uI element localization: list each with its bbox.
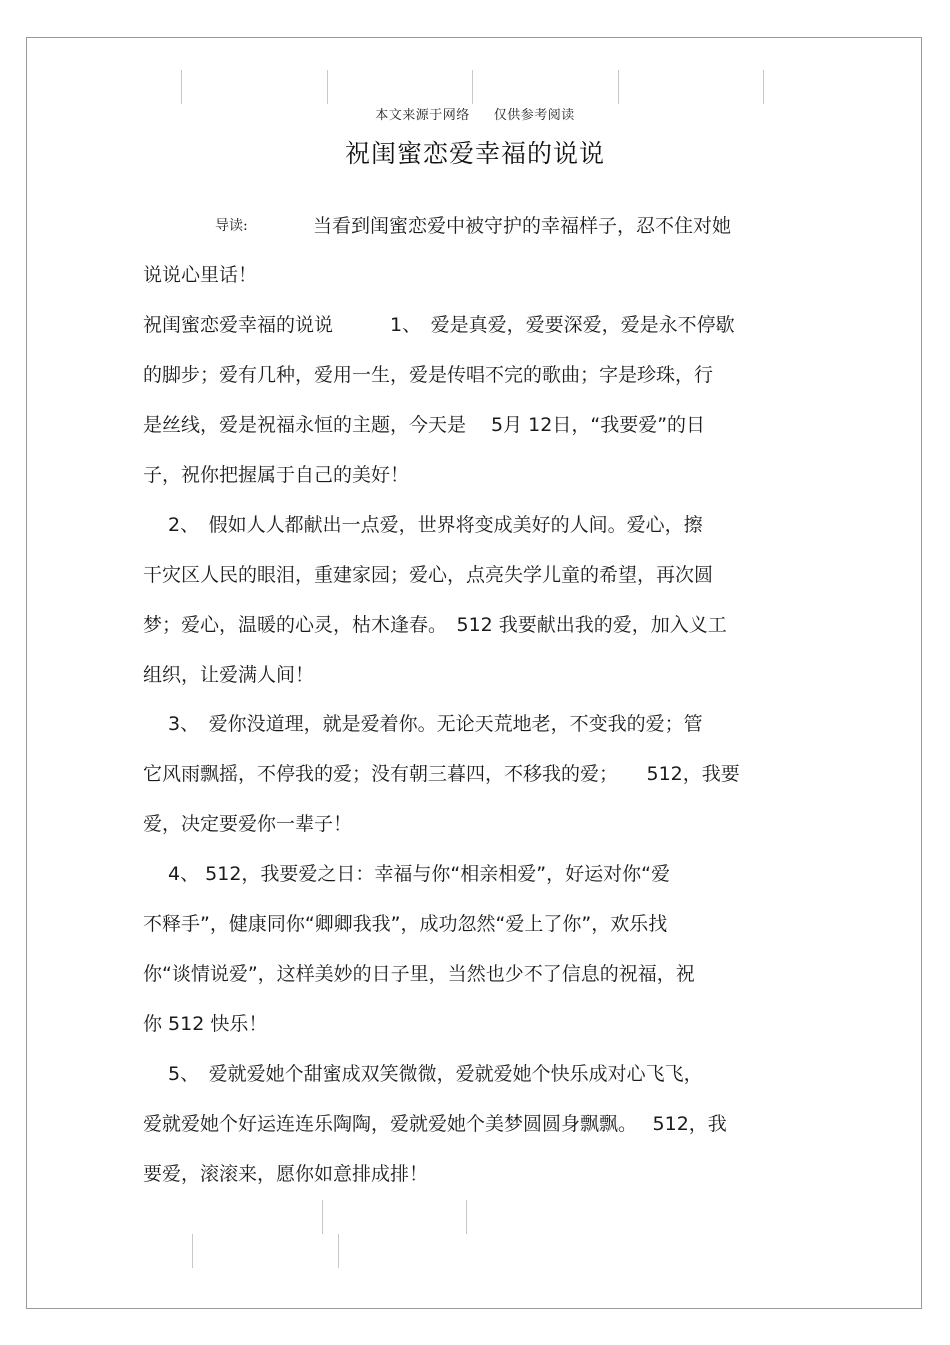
intro-line: 说说心里话！	[143, 264, 258, 286]
intro-line: 当看到闺蜜恋爱中被守护的幸福样子，忍不住对她	[313, 215, 732, 237]
bottom-tick-mark	[338, 1234, 339, 1268]
bottom-tick-mark	[466, 1200, 467, 1234]
reference-note: 仅供参考阅读	[493, 108, 575, 123]
body-line: 要爱，滚滚来，愿你如意排成排！	[143, 1163, 429, 1185]
body-line: 3、 爱你没道理，就是爱着你。无论天荒地老，不变我的爱；管	[143, 713, 703, 735]
body-line: 你“谈情说爱”，这样美妙的日子里，当然也少不了信息的祝福，祝	[143, 963, 695, 985]
body-line: 5、 爱就爱她个甜蜜成双笑微微，爱就爱她个快乐成对心飞飞，	[143, 1063, 703, 1085]
intro-label: 导读:	[215, 218, 248, 234]
bottom-tick-mark	[192, 1234, 193, 1268]
header-note	[0, 104, 950, 123]
body-line: 梦；爱心，温暖的心灵，枯木逢春。 512 我要献出我的爱，加入义工	[143, 614, 727, 636]
body-line: 爱就爱她个好运连连乐陶陶，爱就爱她个美梦圆圆身飘飘。 512，我	[143, 1113, 727, 1135]
body-line: 干灾区人民的眼泪，重建家园；爱心，点亮失学儿童的希望，再次圆	[143, 564, 714, 586]
top-tick-mark	[618, 70, 619, 104]
body-line: 你 512 快乐！	[143, 1013, 268, 1035]
top-tick-mark	[472, 70, 473, 104]
body-line: 的脚步；爱有几种，爱用一生，爱是传唱不完的歌曲；字是珍珠，行	[143, 364, 714, 386]
body-line: 4、 512，我要爱之日：幸福与你“相亲相爱”，好运对你“爱	[143, 863, 670, 885]
top-tick-mark	[327, 70, 328, 104]
top-tick-mark	[763, 70, 764, 104]
body-line: 是丝线，爱是祝福永恒的主题，今天是 5月 12日，“我要爱”的日	[143, 414, 706, 436]
bottom-tick-mark	[322, 1200, 323, 1234]
body-line: 它风雨飘摇，不停我的爱；没有朝三暮四，不移我的爱； 512，我要	[143, 763, 740, 785]
body-line: 2、 假如人人都献出一点爱，世界将变成美好的人间。爱心，擦	[143, 514, 703, 536]
source-note: 本文来源于网络	[375, 108, 470, 123]
body-line: 不释手”，健康同你“卿卿我我”，成功忽然“爱上了你”，欢乐找	[143, 913, 668, 935]
top-tick-mark	[181, 70, 182, 104]
body-line: 子，祝你把握属于自己的美好！	[143, 464, 410, 486]
document-title: 祝闺蜜恋爱幸福的说说	[344, 139, 605, 168]
body-line: 爱，决定要爱你一辈子！	[143, 813, 353, 835]
body-line: 组织，让爱满人间！	[143, 664, 315, 686]
body-line: 祝闺蜜恋爱幸福的说说 1、 爱是真爱，爱要深爱，爱是永不停歇	[143, 314, 735, 336]
